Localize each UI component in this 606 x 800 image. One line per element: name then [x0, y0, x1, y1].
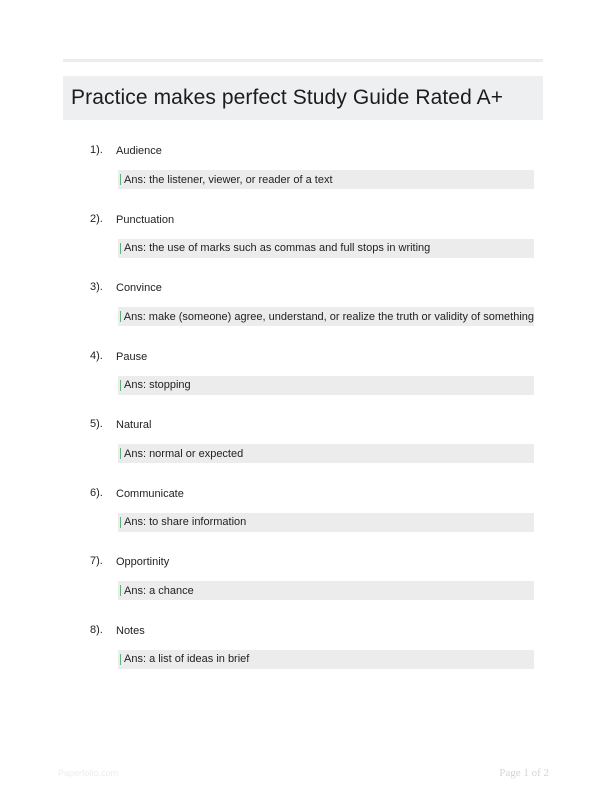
answer-marker: [120, 311, 121, 322]
answer-text: Ans: a list of ideas in brief: [124, 653, 250, 665]
answer-text: Ans: make (someone) agree, understand, or realize the truth or validity of something: [123, 310, 534, 323]
answer-text: Ans: the listener, viewer, or reader of a text: [124, 173, 333, 186]
question-term: Notes: [116, 624, 145, 637]
answer-marker: [120, 585, 121, 596]
answer-box: [118, 650, 534, 669]
question-term: Communicate: [116, 487, 184, 500]
question-item: [0, 142, 606, 211]
answer-text: Ans: normal or expected: [124, 447, 244, 460]
question-term: Pause: [116, 350, 148, 363]
answer-box: [118, 239, 534, 258]
watermark-text: Paperfolio.com: [58, 768, 119, 778]
page-indicator: Page 1 of 2: [499, 767, 549, 779]
answer-text: Ans: to share information: [124, 516, 247, 528]
answer-marker: [120, 380, 121, 391]
title-banner: [63, 76, 543, 120]
question-item: [0, 279, 606, 348]
answer-marker: [120, 243, 121, 254]
question-number: 8).: [90, 623, 103, 636]
question-item: [0, 485, 606, 554]
answer-text: Ans: stopping: [124, 379, 191, 391]
answer-box: [118, 170, 534, 189]
answer-box: [118, 444, 534, 463]
answer-box: [118, 581, 534, 600]
answer-box: [118, 513, 534, 532]
question-term: Convince: [116, 282, 162, 294]
answer-text: Ans: a chance: [124, 584, 194, 597]
question-item: [0, 622, 606, 691]
top-divider: [63, 59, 543, 62]
question-number: 6).: [90, 486, 103, 499]
question-item: [0, 553, 606, 622]
answer-box: [118, 307, 534, 326]
question-term: Punctuation: [116, 213, 175, 226]
question-term: Audience: [116, 145, 162, 157]
question-term: Opportinity: [116, 556, 170, 568]
answer-marker: [120, 654, 121, 665]
question-number: 5).: [90, 418, 103, 430]
question-term: Natural: [116, 419, 152, 431]
question-item: [0, 211, 606, 280]
answer-text: Ans: the use of marks such as commas and full stops in writing: [124, 242, 431, 254]
answer-box: [118, 376, 534, 395]
question-number: 4).: [90, 349, 103, 362]
question-list: [0, 142, 606, 690]
question-number: 7).: [90, 555, 103, 567]
question-number: 1).: [90, 144, 103, 156]
question-number: 2).: [90, 212, 103, 225]
page-title: Practice makes perfect Study Guide Rated A+: [71, 86, 504, 109]
answer-marker: [120, 448, 121, 459]
question-number: 3).: [90, 281, 103, 293]
answer-marker: [120, 174, 121, 185]
question-item: [0, 416, 606, 485]
question-item: [0, 348, 606, 417]
answer-marker: [120, 517, 121, 528]
